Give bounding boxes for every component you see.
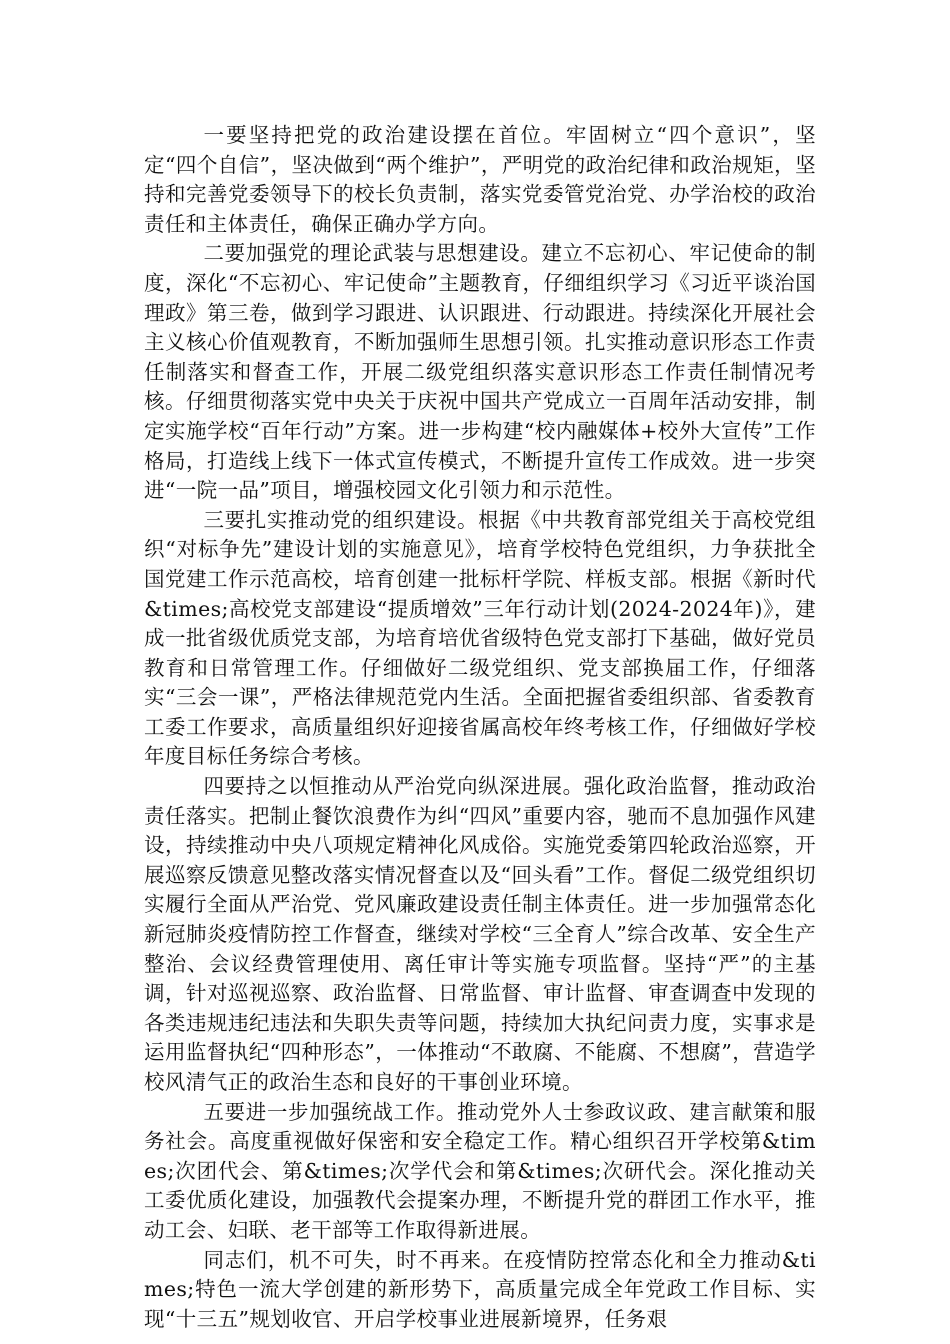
paragraph-closing: 同志们，机不可失，时不再来。在疫情防控常态化和全力推动&times;特色一流大学创建的新形势下，高质量完成全年党政工作目标、实现“十三五”规划收官、开启学校事业进展新境界，任务艰 (144, 1247, 816, 1331)
paragraph-united-front: 五要进一步加强统战工作。推动党外人士参政议政、建言献策和服务社会。高度重视做好保密和安全稳定工作。精心组织召开学校第&times;次团代会、第&times;次学代会和第&times;次研代会。深化推动关工委优质化建设，加强教代会提案办理，不断提升党的群团工作水平，推动工会、妇联、老干部等工作取得新进展。 (144, 1099, 816, 1242)
paragraph-theory-ideology: 二要加强党的理论武装与思想建设。建立不忘初心、牢记使命的制度，深化“不忘初心、牢记使命”主题教育，仔细组织学习《习近平谈治国理政》第三卷，做到学习跟进、认识跟进、行动跟进。持续深化开展社会主义核心价值观教育，不断加强师生思想引领。扎实推动意识形态工作责任制落实和督查工作，开展二级党组织落实意识形态工作责任制情况考核。仔细贯彻落实党中央关于庆祝中国共产党成立一百周年活动安排，制定实施学校“百年行动”方案。进一步构建“校内融媒体+校外大宣传”工作格局，打造线上线下一体式宣传模式，不断提升宣传工作成效。进一步突进“一院一品”项目，增强校园文化引领力和示范性。 (144, 241, 816, 503)
document-body (144, 121, 816, 1334)
paragraph-strict-governance: 四要持之以恒推动从严治党向纵深进展。强化政治监督，推动政治责任落实。把制止餐饮浪费作为纠“四风”重要内容，驰而不息加强作风建设，持续推动中央八项规定精神化风成俗。实施党委第四轮政治巡察，开展巡察反馈意见整改落实情况督查以及“回头看”工作。督促二级党组织切实履行全面从严治党、党风廉政建设责任制主体责任。进一步加强常态化新冠肺炎疫情防控工作督查，继续对学校“三全育人”综合改革、安全生产整治、会议经费管理使用、离任审计等实施专项监督。坚持“严”的主基调，针对巡视巡察、政治监督、日常监督、审计监督、审查调查中发现的各类违规违纪违法和失职失责等问题，持续加大执纪问责力度，实事求是运用监督执纪“四种形态”，一体推动“不敢腐、不能腐、不想腐”，营造学校风清气正的政治生态和良好的干事创业环境。 (144, 774, 816, 1094)
paragraph-organization-building: 三要扎实推动党的组织建设。根据《中共教育部党组关于高校党组织“对标争先”建设计划的实施意见》，培育学校特色党组织，力争获批全国党建工作示范高校，培育创建一批标杆学院、样板支部。根据《新时代&times;高校党支部建设“提质增效”三年行动计划(2024-2024年)》，建成一批省级优质党支部，为培育培优省级特色党支部打下基础，做好党员教育和日常管理工作。仔细做好二级党组织、党支部换届工作，仔细落实“三会一课”，严格法律规范党内生活。全面把握省委组织部、省委教育工委工作要求，高质量组织好迎接省属高校年终考核工作，仔细做好学校年度目标任务综合考核。 (144, 507, 816, 769)
paragraph-political-construction: 一要坚持把党的政治建设摆在首位。牢固树立“四个意识”，坚定“四个自信”，坚决做到“两个维护”，严明党的政治纪律和政治规矩，坚持和完善党委领导下的校长负责制，落实党委管党治党、办学治校的政治责任和主体责任，确保正确办学方向。 (144, 123, 816, 236)
